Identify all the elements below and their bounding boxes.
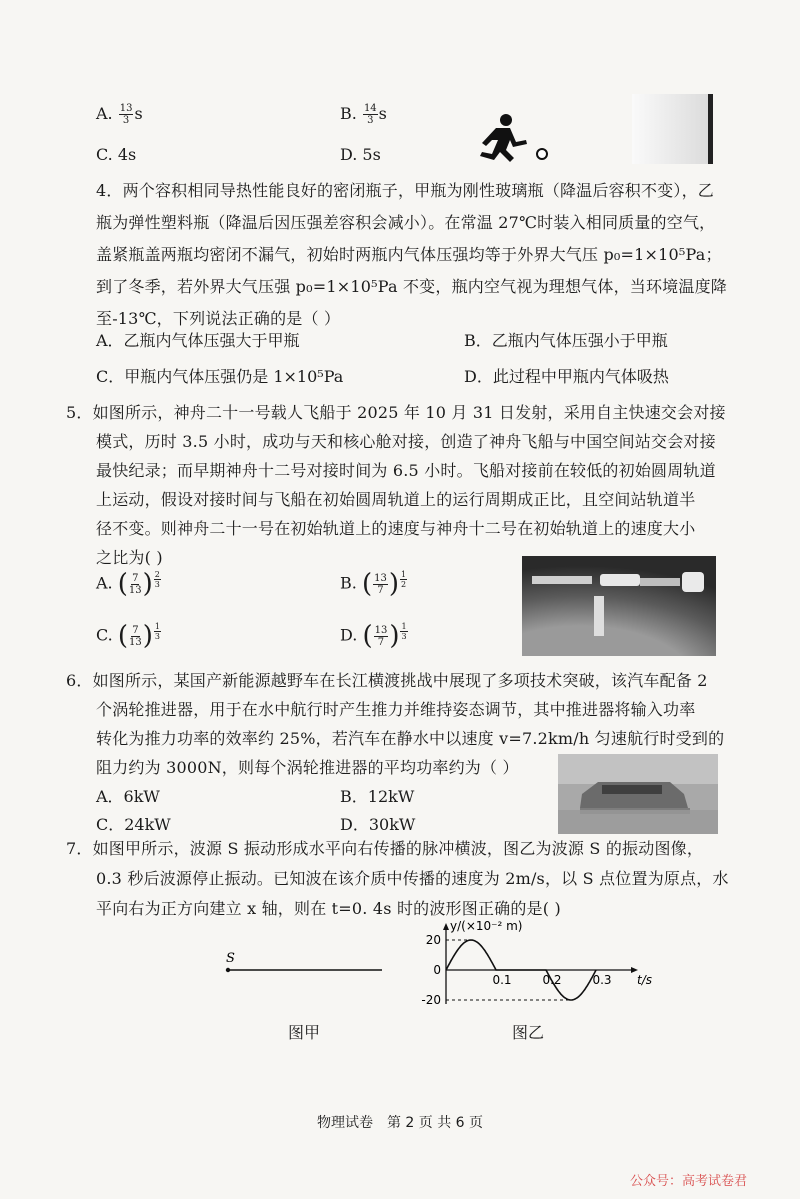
- page-footer: 物理试卷 第 2 页 共 6 页: [316, 1115, 484, 1131]
- y-axis-arrow-icon: [443, 923, 449, 930]
- q5-line: 模式，历时 3.5 小时，成功与天和核心舱对接，创造了神舟飞船与中国空间站交会对接: [96, 432, 716, 451]
- q5-line: 径不变。则神舟二十一号在初始轨道上的速度与神舟十二号在初始轨道上的速度大小: [96, 519, 696, 538]
- q5-option-b[interactable]: B. ( $\frac{13}{7}$ ) $\frac{1}{2}$: [340, 569, 407, 599]
- y-axis-label: y/(×10⁻² m): [450, 919, 523, 933]
- q5-line: 5．如图所示，神舟二十一号载人飞船于 2025 年 10 月 31 日发射，采用自主快速交会对接: [66, 403, 726, 422]
- q4-line: 4．两个容积相同导热性能良好的密闭瓶子，甲瓶为刚性玻璃瓶（降温后容积不变），乙: [96, 181, 714, 200]
- q7-figure-b-caption: 图乙: [512, 1023, 545, 1042]
- spacecraft-icon: [594, 596, 604, 636]
- q4-option-a[interactable]: A．乙瓶内气体压强大于甲瓶: [96, 331, 300, 350]
- q7-stem: [66, 836, 729, 926]
- wave-source-label: S: [226, 951, 235, 966]
- q5-option-a[interactable]: A. ( $\frac{7}{13}$ ) $\frac{2}{3}$: [96, 569, 160, 599]
- q5-line: 之比为( ): [96, 548, 163, 567]
- q3-option-c[interactable]: C. 4s: [96, 145, 137, 164]
- q6-amphibious-car-photo: [558, 754, 718, 834]
- q7-line: 7．如图甲所示，波源 S 振动形成水平向右传播的脉冲横波，图乙为波源 S 的振动图像，: [66, 839, 704, 858]
- q3-option-d[interactable]: D. 5s: [340, 145, 381, 164]
- q4-line: 到了冬季，若外界大气压强 p₀=1×10⁵Pa 不变，瓶内空气视为理想气体，当环境温度降: [96, 277, 727, 296]
- q6-option-b[interactable]: B．12kW: [340, 787, 415, 806]
- q6-line: 个涡轮推进器，用于在水中航行时产生推力并维持姿态调节，其中推进器将输入功率: [96, 700, 696, 719]
- x-tick-label: 0.1: [492, 973, 512, 987]
- q3-option-b[interactable]: B. $\frac{14}{3}$ s: [340, 103, 387, 126]
- runner-body-icon: [480, 128, 527, 162]
- q4-line: 瓶为弹性塑料瓶（降温后因压强差容积会减小）。在常温 27℃时装入相同质量的空气，: [96, 213, 716, 232]
- q7-figure-a: [210, 948, 390, 978]
- q3-figure-wall: [632, 94, 713, 164]
- station-module-icon: [600, 574, 640, 586]
- watermark: 公众号：高考试卷君: [630, 1174, 748, 1189]
- q4-line: 至-13℃，下列说法正确的是（ ）: [96, 309, 341, 328]
- wave-source-point: [226, 968, 230, 972]
- q4-stem: [96, 178, 727, 338]
- q6-option-a[interactable]: A．6kW: [96, 787, 160, 806]
- q5-option-c[interactable]: C. ( $\frac{7}{13}$ ) $\frac{1}{3}$: [96, 621, 160, 651]
- station-module-icon: [682, 572, 704, 592]
- solar-panel-icon: [640, 578, 680, 586]
- q4-option-d[interactable]: D．此过程中甲瓶内气体吸热: [464, 367, 669, 386]
- q6-line: 6．如图所示，某国产新能源越野车在长江横渡挑战中展现了多项技术突破，该汽车配备 2: [66, 671, 708, 690]
- x-tick-label: 0.3: [592, 973, 612, 987]
- q4-option-b[interactable]: B．乙瓶内气体压强小于甲瓶: [464, 331, 668, 350]
- q3-figure-runner: [470, 110, 560, 170]
- q7-figure-b-graph: [410, 920, 650, 1015]
- q3-option-a-label: A.: [96, 104, 113, 123]
- q5-line: 最快纪录；而早期神舟十二号对接时间为 6.5 小时。飞船对接前在较低的初始圆周轨道: [96, 461, 716, 480]
- x-axis-label: t/s: [637, 973, 652, 987]
- q4-line: 盖紧瓶盖两瓶均密闭不漏气，初始时两瓶内气体压强均等于外界大气压 p₀=1×10⁵Pa；: [96, 245, 722, 264]
- q6-line: 转化为推力功率的效率约 25%，若汽车在静水中以速度 v=7.2km/h 匀速航行时受到的: [96, 729, 725, 748]
- runner-head-icon: [500, 114, 512, 126]
- y-tick-label: 20: [425, 933, 441, 947]
- q5-stem: [66, 400, 726, 574]
- solar-panel-icon: [532, 576, 592, 584]
- q5-line: 上运动，假设对接时间与飞船在初始圆周轨道上的运行周期成正比，且空间站轨道半: [96, 490, 696, 509]
- q3-option-b-label: B.: [340, 104, 357, 123]
- y-tick-label: -20: [421, 993, 441, 1007]
- q6-option-c[interactable]: C．24kW: [96, 815, 171, 834]
- q4-option-c[interactable]: C．甲瓶内气体压强仍是 1×10⁵Pa: [96, 367, 344, 386]
- q7-line: 平向右为正方向建立 x 轴，则在 t=0. 4s 时的波形图正确的是( ): [96, 899, 561, 918]
- q3-option-a-fraction: $\frac{13}{3}$: [119, 103, 133, 126]
- q6-option-d[interactable]: D．30kW: [340, 815, 416, 834]
- q3-option-b-fraction: $\frac{14}{3}$: [363, 103, 377, 126]
- q3-option-a[interactable]: A. $\frac{13}{3}$ s: [96, 103, 143, 126]
- x-tick-label: 0.2: [542, 973, 562, 987]
- q7-figure-a-caption: 图甲: [288, 1023, 321, 1042]
- q5-space-station-photo: [522, 556, 716, 656]
- q7-line: 0.3 秒后波源停止振动。已知波在该介质中传播的速度为 2m/s，以 S 点位置为原点，水: [96, 869, 729, 888]
- ball-icon: [537, 149, 547, 159]
- q5-option-d[interactable]: D. ( $\frac{13}{7}$ ) $\frac{1}{3}$: [340, 621, 407, 651]
- y-tick-label: 0: [433, 963, 441, 977]
- q6-line: 阻力约为 3000N，则每个涡轮推进器的平均功率约为（ ）: [96, 758, 519, 777]
